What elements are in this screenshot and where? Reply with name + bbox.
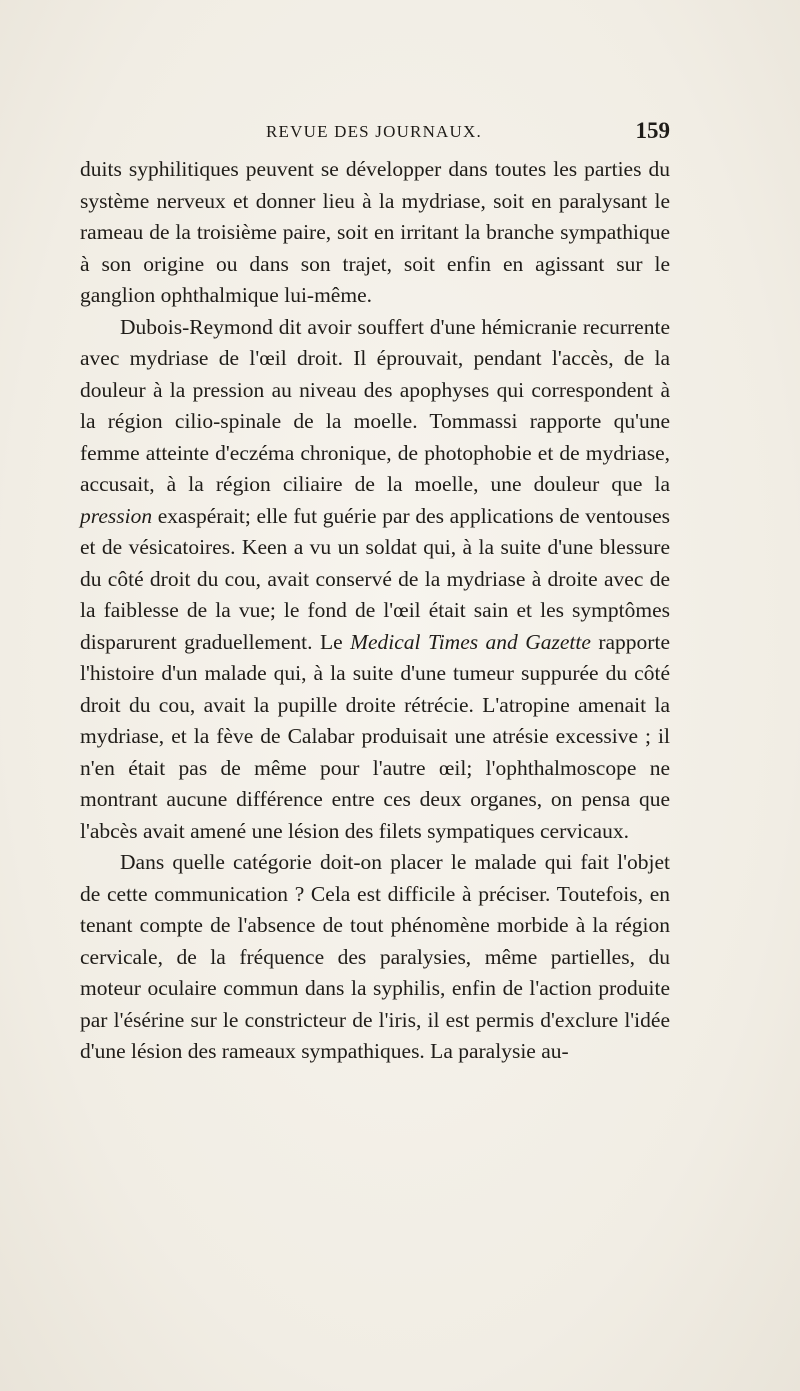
body-text xyxy=(80,154,670,1068)
paragraph-discussion: Dans quelle catégorie doit-on placer le malade qui fait l'objet de cette communication ? Cela est difficile à préciser. Toutefois, en tenant compte de l'absence de tout phénomène morbide à la région cervicale, de la fréquence des paralysies, même partielles, du moteur oculaire commun dans la syphilis, enfin de l'action produite par l'ésérine sur le constricteur de l'iris, il est permis d'exclure l'idée d'une lésion des rameaux sympathiques. La paralysie au- xyxy=(80,850,670,1063)
paragraph-continuation: duits syphilitiques peuvent se développer dans toutes les parties du système nerveux et donner lieu à la mydriase, soit en paralysant le rameau de la troisième paire, soit en irritant la branche sympathique à son origine ou dans son trajet, soit enfin en agissant sur le ganglion ophthalmique lui-même. xyxy=(80,157,670,307)
paragraph-text: exaspérait; elle fut guérie par des applications de ventouses et de vésicatoires. Keen a vu un soldat qui, à la suite d'une blessure du côté droit du cou, avait conservé de la mydriase à droite avec de la faiblesse de la vue; le fond de l'œil était sain et les symptômes disparurent graduellement. Le xyxy=(80,503,670,654)
paragraph-text: Dubois-Reymond dit avoir souffert d'une hémicranie recurrente avec mydriase de l'œil droit. Il éprouvait, pendant l'accès, de la douleur à la pression au niveau des apophyses qui correspondent à la région cilio-spinale de la moelle. Tommassi rapporte qu'une femme atteinte d'eczéma chronique, de photophobie et de mydriase, accusait, à la région ciliaire de la moelle, une douleur que la xyxy=(80,314,670,496)
page-header xyxy=(80,118,670,148)
paragraph-case-reports xyxy=(80,312,670,848)
italic-word-pression: pression xyxy=(80,503,153,528)
page-number: 159 xyxy=(635,118,670,143)
running-head: REVUE DES JOURNAUX. xyxy=(266,122,482,141)
journal-title: Medical Times and Gazette xyxy=(350,629,591,654)
paragraph-text: rapporte l'histoire d'un malade qui, à la suite d'une tumeur suppurée du côté droit du cou, avait la pupille droite rétrécie. L'atropine amenait la mydriase, et la fève de Calabar produisait une atrésie excessive ; il n'en était pas de même pour l'autre œil; l'ophthalmoscope ne montrant aucune différence entre ces deux organes, on pensa que l'abcès avait amené une lésion des filets sympatiques cervicaux. xyxy=(80,629,670,843)
